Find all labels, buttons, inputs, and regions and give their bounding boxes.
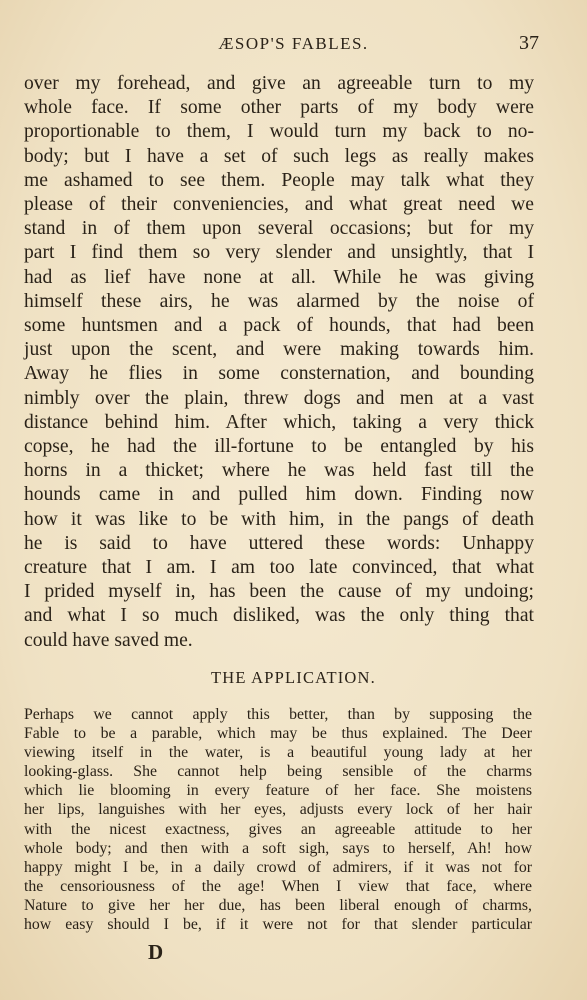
body-line: over my forehead, and give an agreeable turn to my [24, 73, 534, 94]
body-line: creature that I am. I am too late convinced, that what [24, 557, 534, 579]
application-line: Fable to be a parable, which may be thus explained. The Deer [24, 725, 532, 743]
body-line: how it was like to be with him, in the pangs of death [24, 508, 534, 530]
body-line: part I find them so very slender and unsightly, that I [24, 242, 534, 264]
application-line: the censoriousness of the age! When I view that face, where [24, 877, 532, 895]
body-line: copse, he had the ill-fortune to be entangled by his [24, 436, 534, 458]
application-line: happy might I be, in a daily crowd of admirers, if it was not for [24, 858, 532, 876]
page-number: 37 [519, 32, 539, 54]
application-line: how easy should I be, if it were not for that slender particular [24, 916, 532, 934]
section-heading: THE APPLICATION. [211, 668, 376, 687]
signature-mark: D [148, 940, 164, 964]
body-line: nimbly over the plain, threw dogs and men at a vast [24, 387, 534, 409]
application-line: viewing itself in the water, is a beautiful young lady at her [24, 744, 532, 762]
body-line: me ashamed to see them. People may talk what they [24, 169, 534, 191]
body-line: had as lief have none at all. While he was giving [24, 266, 534, 288]
body-line: just upon the scent, and were making towards him. [24, 339, 534, 361]
running-head [0, 28, 587, 58]
body-line: and what I so much disliked, was the only thing that [24, 605, 534, 627]
body-line: distance behind him. After which, taking a very thick [24, 411, 534, 433]
body-line: Away he flies in some consternation, and bounding [24, 363, 534, 385]
body-line: hounds came in and pulled him down. Finding now [24, 484, 534, 506]
body-line: could have saved me. [24, 629, 193, 651]
application-line: Perhaps we cannot apply this better, than by supposing the [24, 706, 532, 723]
running-title: ÆSOP'S FABLES. [218, 34, 369, 53]
application-line: with the nicest exactness, gives an agreeable attitude to her [24, 820, 532, 838]
body-line: he is said to have uttered these words: Unhappy [24, 532, 534, 554]
body-line: himself these airs, he was alarmed by the noise of [24, 290, 534, 312]
application-line: which lie blooming in every feature of her face. She moistens [24, 782, 532, 800]
body-line: horns in a thicket; where he was held fast till the [24, 460, 534, 482]
body-line: I prided myself in, has been the cause of my undoing; [24, 581, 534, 603]
body-line: please of their conveniencies, and what great need we [24, 194, 534, 216]
fable-body-text [24, 72, 534, 653]
body-line: whole face. If some other parts of my body were [24, 97, 534, 119]
body-line: some huntsmen and a pack of hounds, that had been [24, 315, 534, 337]
body-line: stand in of them upon several occasions; but for my [24, 218, 534, 240]
application-line: whole body; and then with a soft sigh, says to herself, Ah! how [24, 839, 532, 857]
body-line: proportionable to them, I would turn my back to no- [24, 121, 534, 143]
application-text [24, 705, 532, 934]
application-line: her lips, languishes with her eyes, adjusts every lock of her hair [24, 801, 532, 819]
application-line: looking-glass. She cannot help being sensible of the charms [24, 763, 532, 781]
application-line: Nature to give her her due, has been liberal enough of charms, [24, 896, 532, 914]
body-line: body; but I have a set of such legs as really makes [24, 145, 534, 167]
